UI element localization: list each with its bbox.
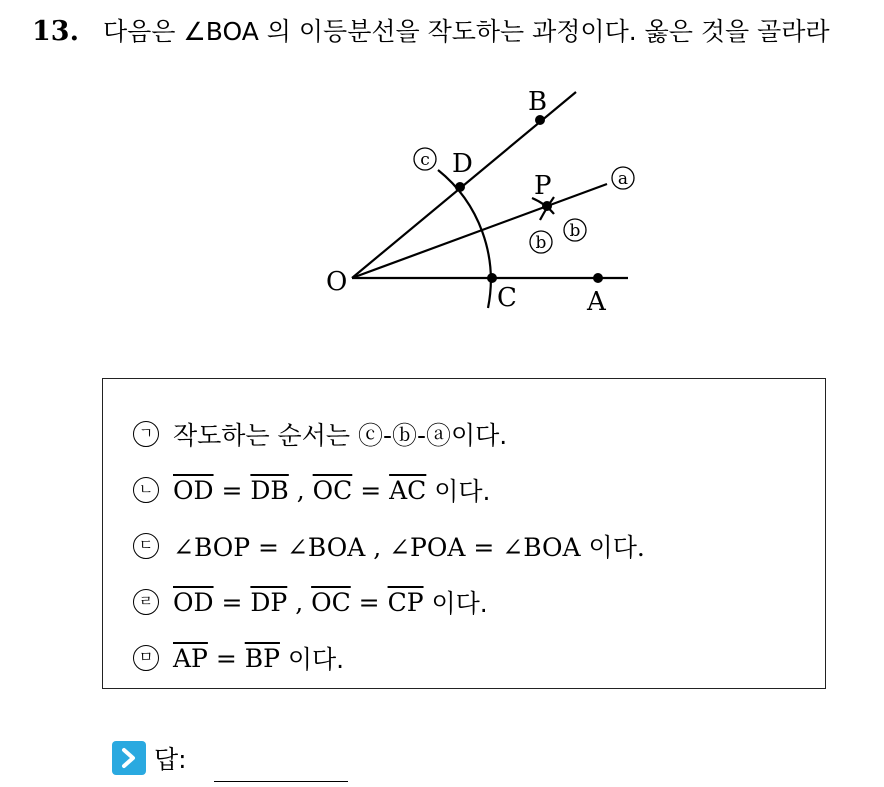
answer-label: 답: [154,745,187,774]
option-ㄷ [133,529,645,563]
label-ⓒ: c [420,150,430,170]
label-D: D [452,149,473,179]
option-marker: ㄹ [133,589,159,615]
question-text: 다음은 ∠BOA 의 이등분선을 작도하는 과정이다. 옳은 것을 골라라 [102,17,830,46]
point-A [593,273,603,283]
segment: $\overline{OC}$ [311,587,351,617]
segment: $\overline{DB}$ [250,475,289,505]
angle-bisector-figure [300,80,640,320]
answer-blank[interactable] [214,781,348,782]
segment: $\overline{OD}$ [173,475,214,505]
label-B: B [528,87,548,117]
chevron-right-icon [112,741,146,775]
segment: $\overline{AP}$ [173,643,208,673]
segment: $\overline{OC}$ [312,475,353,505]
label-O: O [326,267,348,297]
equals: = [207,643,245,673]
label-C: C [497,283,517,313]
segment: $\overline{CP}$ [387,587,424,617]
answer-row [112,740,187,776]
segment: $\overline{BP}$ [244,643,280,673]
segment: $\overline{AC}$ [389,475,427,505]
option-ㅁ [133,641,344,675]
arc-ⓒ [438,170,491,308]
options-box [102,378,826,689]
option-marker: ㅁ [133,645,159,671]
separator: , [288,475,313,505]
segment: $\overline{DP}$ [250,587,288,617]
label-ⓑ-1: b [569,221,581,241]
option-marker: ㄴ [133,477,159,503]
equals: = [352,475,390,505]
option-tail: 이다. [426,477,491,506]
point-P [542,201,552,211]
option-marker: ㄷ [133,533,159,559]
equals: = [213,475,251,505]
label-ⓐ: a [617,169,629,189]
equals: = [213,587,251,617]
option-ㄱ [133,417,507,451]
label-P: P [534,171,552,201]
option-ㄹ [133,585,488,619]
option-marker: ㄱ [133,421,159,447]
question-header [32,12,830,48]
option-text: ∠BOP = ∠BOA , ∠POA = ∠BOA 이다. [173,533,645,562]
option-text: 작도하는 순서는 ⓒ-ⓑ-ⓐ이다. [173,421,508,450]
question-number: 13. [32,16,79,47]
label-ⓑ-2: b [535,233,547,253]
segment: $\overline{OD}$ [173,587,214,617]
option-tail: 이다. [279,645,345,674]
equals: = [350,587,388,617]
point-D [455,182,465,192]
separator: , [287,587,312,617]
option-tail: 이다. [423,589,488,618]
option-ㄴ [133,473,491,507]
point-C [487,273,497,283]
label-A: A [587,287,606,317]
